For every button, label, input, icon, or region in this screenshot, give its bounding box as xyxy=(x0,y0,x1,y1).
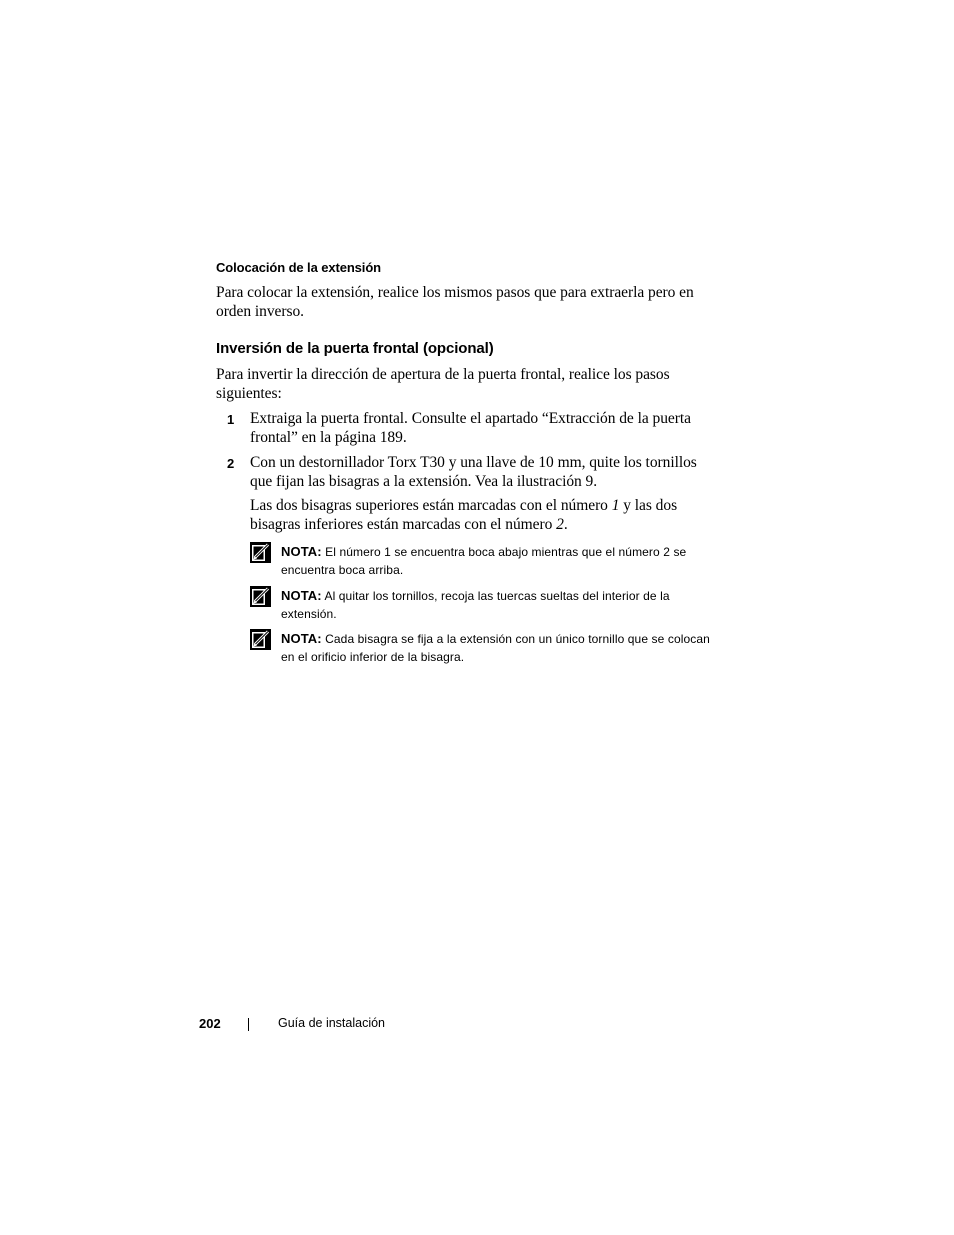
note-body: Cada bisagra se fija a la extensión con un único tornillo que se colocan en el orificio inferior de la bisagra. xyxy=(281,632,710,664)
step-text: Con un destornillador Torx T30 y una llave de 10 mm, quite los tornillos que fijan las bisagras a la extensión. Vea la ilustración 9. xyxy=(250,454,697,490)
detail-text: y las dos bisagras inferiores están marcadas con el número xyxy=(250,497,678,533)
note-pencil-icon xyxy=(250,586,271,607)
note-label: NOTA: xyxy=(281,631,322,646)
step-text: Extraiga la puerta frontal. Consulte el apartado “Extracción de la puerta frontal” en la página 189. xyxy=(250,410,691,446)
note-label: NOTA: xyxy=(281,588,322,603)
intro-paragraph: Para invertir la dirección de apertura de la puerta frontal, realice los pasos siguientes: xyxy=(216,366,670,402)
note-pencil-icon xyxy=(250,542,271,563)
subheading: Colocación de la extensión xyxy=(216,260,381,275)
step-number: 1 xyxy=(227,412,235,427)
hinge-number: 1 xyxy=(611,497,620,514)
step-detail-paragraph xyxy=(250,497,720,534)
step-number: 2 xyxy=(227,456,235,471)
page-number: 202 xyxy=(199,1016,221,1031)
section-heading: Inversión de la puerta frontal (opcional) xyxy=(216,340,494,357)
footer-separator xyxy=(248,1018,249,1031)
note-body: Al quitar los tornillos, recoja las tuercas sueltas del interior de la extensión. xyxy=(281,589,670,621)
note-body: El número 1 se encuentra boca abajo mientras que el número 2 se encuentra boca arriba. xyxy=(281,545,687,577)
note-text xyxy=(281,543,711,579)
footer-title: Guía de instalación xyxy=(278,1016,386,1030)
paragraph: Para colocar la extensión, realice los mismos pasos que para extraerla pero en orden inverso. xyxy=(216,284,694,320)
hinge-number: 2 xyxy=(556,515,564,533)
note-text xyxy=(281,630,711,666)
note-label: NOTA: xyxy=(281,544,322,559)
detail-text: Las dos bisagras superiores están marcadas con el número xyxy=(250,497,612,514)
note-text xyxy=(281,587,711,623)
note-pencil-icon xyxy=(250,629,271,650)
detail-text: . xyxy=(563,515,568,533)
